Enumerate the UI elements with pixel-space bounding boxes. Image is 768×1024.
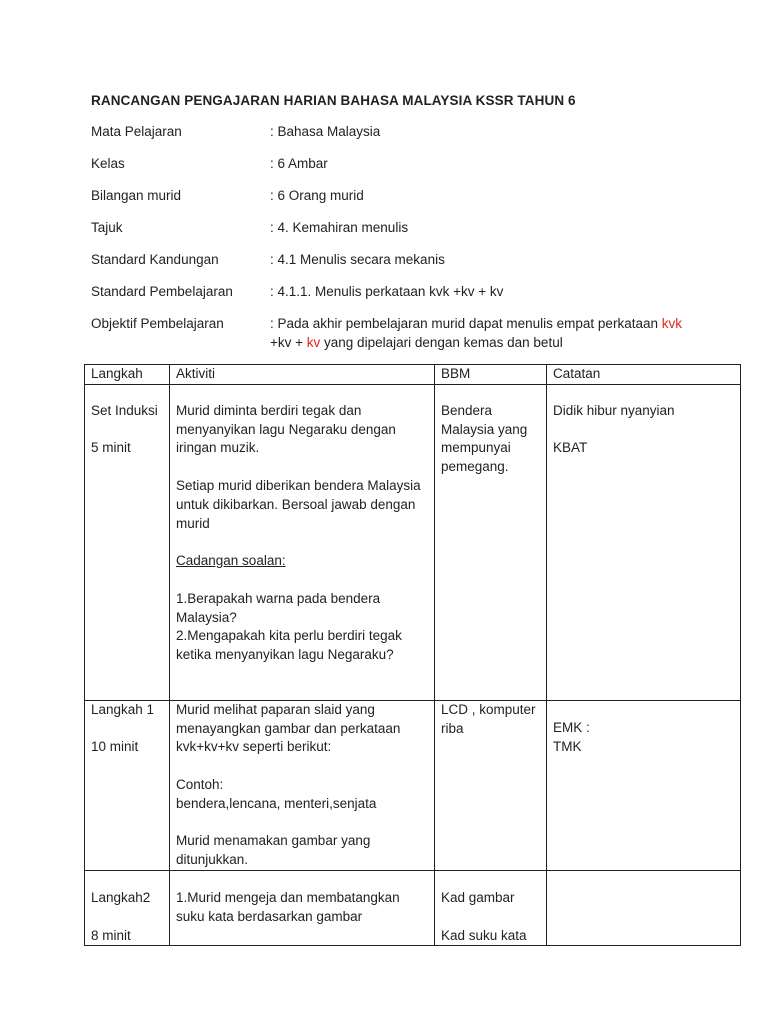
info-label: Objektif Pembelajaran bbox=[91, 316, 224, 331]
activity-cell bbox=[170, 870, 435, 945]
activity-text: 1.Murid mengeja dan membatangkan suku kata berdasarkan gambar bbox=[176, 889, 400, 924]
notes-text: TMK bbox=[553, 738, 582, 754]
header-bbm: BBM bbox=[435, 365, 547, 385]
example-label: Contoh: bbox=[176, 776, 224, 792]
info-row-content-standard bbox=[91, 251, 731, 283]
activity-text: Murid menamakan gambar yang ditunjukkan. bbox=[176, 833, 371, 868]
step-cell bbox=[85, 384, 170, 700]
objective-part1: : Pada akhir pembelajaran murid dapat menulis empat perkataan bbox=[270, 316, 662, 331]
info-label: Kelas bbox=[91, 156, 125, 171]
objective-part3: yang dipelajari dengan kemas dan betul bbox=[320, 335, 563, 350]
header-langkah: Langkah bbox=[85, 365, 170, 385]
notes-text: EMK : bbox=[553, 719, 590, 735]
step-name: Langkah2 bbox=[91, 889, 151, 905]
table-row-set-induksi bbox=[85, 384, 741, 700]
header-catatan: Catatan bbox=[547, 365, 741, 385]
activity-cell bbox=[170, 384, 435, 700]
lesson-table bbox=[84, 364, 741, 946]
table-row-langkah-2 bbox=[85, 870, 741, 945]
info-value: : 6 Ambar bbox=[270, 156, 328, 171]
table-header-row bbox=[85, 365, 741, 385]
objective-keyword-kvk: kvk bbox=[661, 316, 682, 331]
bbm-text: Kad suku kata bbox=[441, 927, 527, 943]
bbm-text: LCD , komputer riba bbox=[441, 701, 536, 736]
step-time: 10 minit bbox=[91, 739, 139, 755]
bbm-text: Bendera Malaysia yang mempunyai pemegang. bbox=[441, 402, 528, 475]
step-cell bbox=[85, 700, 170, 870]
activity-cell bbox=[170, 700, 435, 870]
header-aktiviti: Aktiviti bbox=[170, 365, 435, 385]
info-label: Mata Pelajaran bbox=[91, 124, 182, 139]
table-row-langkah-1 bbox=[85, 700, 741, 870]
info-label: Tajuk bbox=[91, 220, 123, 235]
info-row-class bbox=[91, 155, 731, 187]
info-value: : Bahasa Malaysia bbox=[270, 124, 381, 139]
info-label: Standard Kandungan bbox=[91, 252, 219, 267]
objective-value-line2 bbox=[270, 334, 710, 353]
objective-value bbox=[270, 315, 710, 334]
info-value: : 4.1 Menulis secara mekanis bbox=[270, 252, 445, 267]
info-row-subject bbox=[91, 123, 731, 155]
bbm-text: Kad gambar bbox=[441, 889, 515, 905]
step-name: Langkah 1 bbox=[91, 701, 155, 717]
suggested-questions-heading: Cadangan soalan: bbox=[176, 553, 286, 569]
activity-text: Murid diminta berdiri tegak dan menyanyikan lagu Negaraku dengan iringan muzik. bbox=[176, 402, 396, 456]
page-title: RANCANGAN PENGAJARAN HARIAN BAHASA MALAYSIA KSSR TAHUN 6 bbox=[91, 93, 576, 108]
info-value: : 6 Orang murid bbox=[270, 188, 364, 203]
bbm-cell bbox=[435, 700, 547, 870]
activity-text: Setiap murid diberikan bendera Malaysia untuk dikibarkan. Bersoal jawab dengan murid bbox=[176, 477, 421, 531]
bbm-cell bbox=[435, 870, 547, 945]
activity-text: Murid melihat paparan slaid yang menayangkan gambar dan perkataan kvk+kv+kv seperti berikut: bbox=[176, 701, 401, 755]
step-time: 8 minit bbox=[91, 927, 131, 943]
example-words: bendera,lencana, menteri,senjata bbox=[176, 795, 377, 811]
info-value: : 4. Kemahiran menulis bbox=[270, 220, 409, 235]
step-time: 5 minit bbox=[91, 440, 131, 456]
info-label: Bilangan murid bbox=[91, 188, 182, 203]
objective-part2: +kv + bbox=[270, 335, 307, 350]
info-row-students bbox=[91, 187, 731, 219]
question-1: 1.Berapakah warna pada bendera Malaysia? bbox=[176, 590, 381, 625]
notes-cell bbox=[547, 384, 741, 700]
objective-keyword-kv: kv bbox=[306, 335, 321, 350]
step-name: Set Induksi bbox=[91, 402, 158, 418]
question-2: 2.Mengapakah kita perlu berdiri tegak ketika menyanyikan lagu Negaraku? bbox=[176, 628, 402, 663]
info-row-topic bbox=[91, 219, 731, 251]
notes-cell bbox=[547, 870, 741, 945]
notes-cell bbox=[547, 700, 741, 870]
notes-text: Didik hibur nyanyian bbox=[553, 402, 675, 418]
bbm-cell bbox=[435, 384, 547, 700]
info-value: : 4.1.1. Menulis perkataan kvk +kv + kv bbox=[270, 284, 504, 299]
info-row-learning-standard bbox=[91, 283, 731, 315]
step-cell bbox=[85, 870, 170, 945]
notes-text: KBAT bbox=[553, 440, 588, 456]
info-label: Standard Pembelajaran bbox=[91, 284, 233, 299]
